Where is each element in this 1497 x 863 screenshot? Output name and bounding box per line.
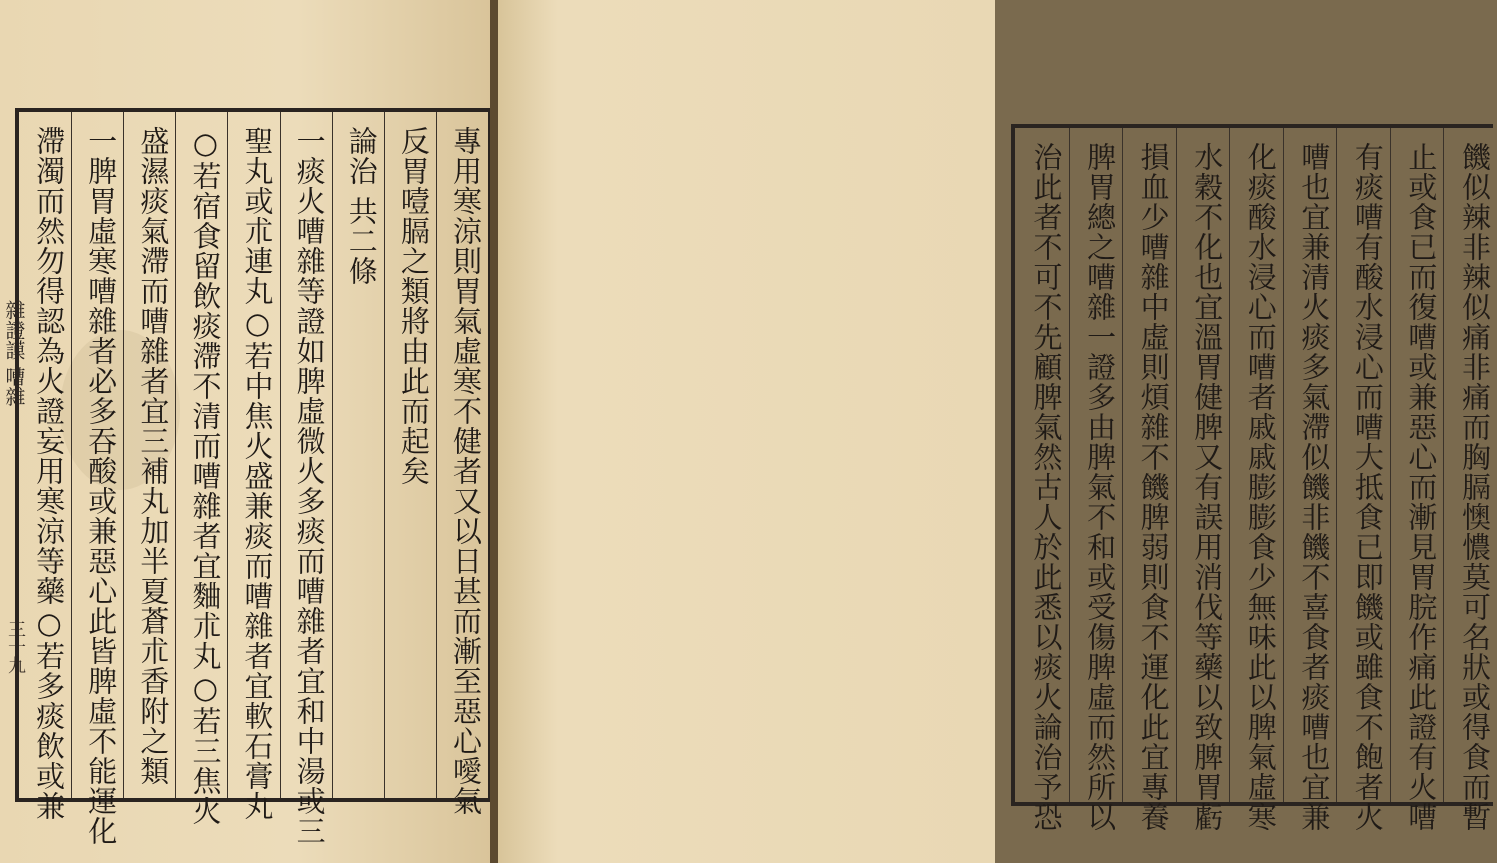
left-text-column: 聖丸或朮連丸○若中焦火盛兼痰而嘈雜者宜軟石膏丸 [240, 126, 275, 821]
left-text-column: 論治 共二條 [344, 126, 379, 287]
column-rule [436, 112, 437, 798]
right-text-column: 有痰嘈有酸水浸心而嘈大抵食已即饑或雖食不飽者火 [1350, 142, 1385, 832]
right-text-column: 損血少嘈雜中虛則煩雜不饑脾弱則食不運化此宜專養 [1136, 142, 1171, 832]
column-rule [1122, 128, 1123, 802]
text-frame-right [1011, 124, 1493, 832]
column-rule [71, 112, 72, 798]
column-rule [123, 112, 124, 798]
left-page [0, 0, 492, 863]
left-text-column: 專用寒涼則胃氣虛寒不健者又以日甚而漸至惡心噯氣 [448, 126, 483, 816]
left-text-column: 滯濁而然勿得認為火證妄用寒涼等藥○若多痰飲或兼 [32, 126, 67, 821]
column-rule [1283, 128, 1284, 802]
column-rule [227, 112, 228, 798]
right-text-column: 水穀不化也宜溫胃健脾又有誤用消伐等藥以致脾胃虧 [1190, 142, 1225, 832]
column-rule [175, 112, 176, 798]
right-text-column: 化痰酸水浸心而嘈者戚戚膨膨食少無味此以脾氣虛寒 [1243, 142, 1278, 832]
right-text-column: 治此者不可不先顧脾氣然古人於此悉以痰火論治予恐 [1029, 142, 1064, 832]
left-text-column: 一痰火嘈雜等證如脾虛微火多痰而嘈雜者宜和中湯或三 [292, 126, 327, 846]
column-rule [384, 112, 385, 798]
column-rule [1176, 128, 1177, 802]
right-text-column: 嘈也宜兼清火痰多氣滯似饑非饑不喜食者痰嘈也宜兼 [1297, 142, 1332, 832]
page-number: 三十九 [5, 620, 26, 674]
left-text-column: ○若宿食留飲痰滯不清而嘈雜者宜麯朮丸○若三焦火 [188, 126, 223, 826]
spine-label: 雜證謨 嘈雜 [2, 300, 26, 407]
left-text-column: 盛濕痰氣滯而嘈雜者宜三補丸加半夏蒼朮香附之類 [136, 126, 171, 786]
text-frame-left [15, 108, 492, 846]
column-rule [1443, 128, 1444, 802]
right-text-column: 止或食已而復嘈或兼惡心而漸見胃脘作痛此證有火嘈 [1404, 142, 1439, 832]
column-rule [1069, 128, 1070, 802]
column-rule [1336, 128, 1337, 802]
column-rule [280, 112, 281, 798]
left-text-column: 反胃噎膈之類將由此而起矣 [396, 126, 431, 486]
column-rule [332, 112, 333, 798]
right-text-column: 饑似辣非辣似痛非痛而胸膈懊憹莫可名狀或得食而暫 [1457, 142, 1492, 832]
right-page [498, 0, 1492, 863]
right-text-column: 脾胃總之嘈雜一證多由脾氣不和或受傷脾虛而然所以 [1083, 142, 1118, 832]
column-rule [1229, 128, 1230, 802]
column-rule [1390, 128, 1391, 802]
left-text-column: 一脾胃虛寒嘈雜者必多吞酸或兼惡心此皆脾虛不能運化 [84, 126, 119, 846]
